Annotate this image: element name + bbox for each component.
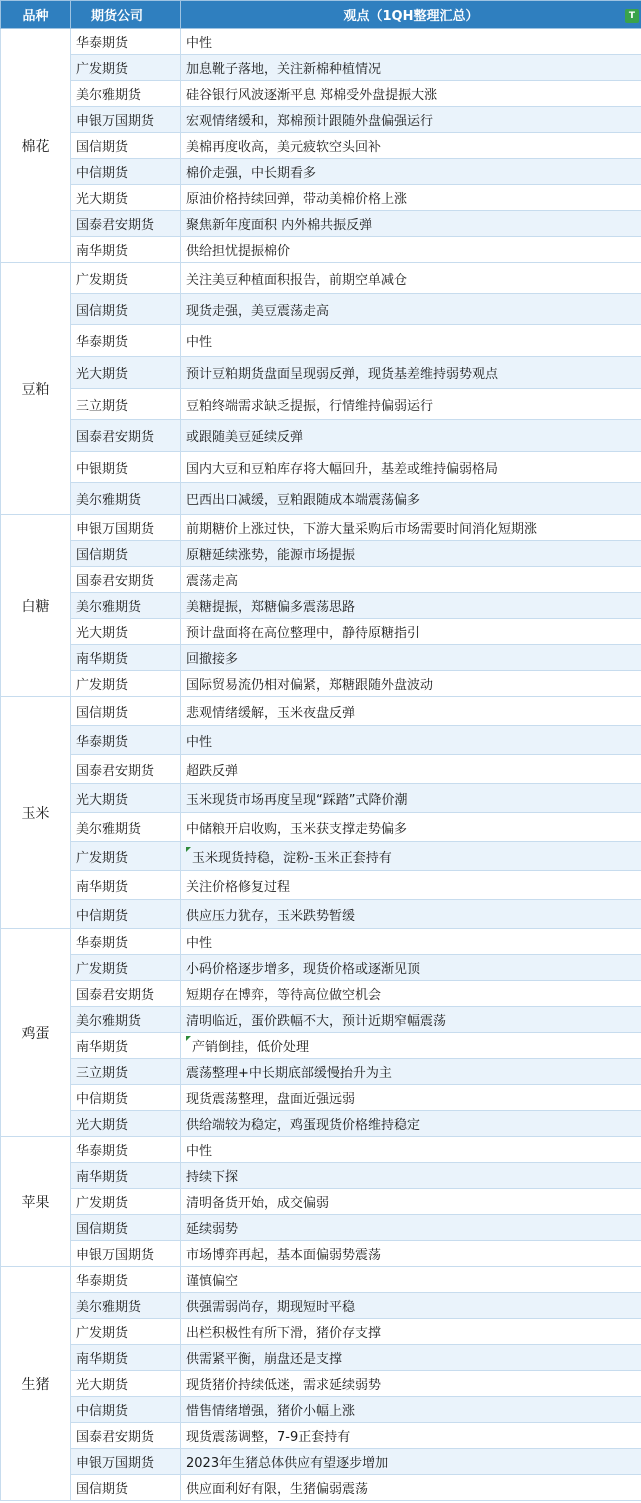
opinion-text: 原糖延续涨势，能源市场提振 (186, 548, 356, 563)
opinion-cell (181, 1397, 641, 1423)
table-row (1, 515, 641, 541)
opinion-text: 聚焦新年度面积 内外棉共振反弹 (186, 218, 373, 233)
opinion-cell (181, 1371, 641, 1397)
opinion-cell (181, 420, 641, 452)
table-row (1, 1085, 641, 1111)
company-cell: 国泰君安期货 (71, 981, 181, 1007)
variety-cell: 生猪 (1, 1267, 71, 1501)
table-row (1, 357, 641, 389)
opinion-cell (181, 294, 641, 325)
opinion-cell (181, 1059, 641, 1085)
opinion-text: 加息靴子落地，关注新棉种植情况 (186, 62, 382, 77)
filter-icon[interactable]: T (625, 9, 639, 23)
company-cell: 广发期货 (71, 1189, 181, 1215)
opinion-cell (181, 1189, 641, 1215)
company-cell: 申银万国期货 (71, 515, 181, 541)
company-cell: 光大期货 (71, 619, 181, 645)
table-row (1, 955, 641, 981)
company-cell: 美尔雅期货 (71, 1007, 181, 1033)
opinion-text: 豆粕终端需求缺乏提振，行情维持偏弱运行 (186, 398, 434, 414)
opinion-text: 原油价格持续回弹，带动美棉价格上涨 (186, 192, 408, 207)
table-row (1, 1007, 641, 1033)
comment-marker-icon (186, 847, 191, 852)
company-cell: 国泰君安期货 (71, 755, 181, 784)
company-cell: 中信期货 (71, 159, 181, 185)
table-row (1, 263, 641, 294)
company-cell: 光大期货 (71, 185, 181, 211)
opinion-text: 中性 (186, 1144, 213, 1159)
opinion-cell (181, 784, 641, 813)
company-cell: 美尔雅期货 (71, 593, 181, 619)
opinion-text: 震荡走高 (186, 574, 239, 589)
table-row (1, 389, 641, 420)
opinion-text: 巴西出口减缓，豆粕跟随成本端震荡偏多 (186, 493, 421, 508)
company-cell: 华泰期货 (71, 726, 181, 755)
opinion-text: 预计豆粕期货盘面呈现弱反弹，现货基差维持弱势观点 (186, 367, 499, 382)
company-cell: 广发期货 (71, 263, 181, 294)
variety-cell: 白糖 (1, 515, 71, 697)
company-cell: 南华期货 (71, 237, 181, 263)
opinion-cell (181, 211, 641, 237)
opinion-text: 震荡整理+中长期底部缓慢抬升为主 (186, 1066, 392, 1081)
company-cell: 美尔雅期货 (71, 81, 181, 107)
opinion-text: 供应面利好有限，生猪偏弱震荡 (186, 1482, 369, 1497)
company-cell: 国信期货 (71, 294, 181, 325)
opinion-cell (181, 567, 641, 593)
opinion-cell (181, 107, 641, 133)
opinion-text: 国际贸易流仍相对偏紧，郑糖跟随外盘波动 (186, 678, 434, 693)
table-row (1, 237, 641, 263)
table-row (1, 1137, 641, 1163)
opinion-cell (181, 185, 641, 211)
opinion-cell (181, 929, 641, 955)
opinion-cell (181, 1475, 641, 1501)
table-row (1, 185, 641, 211)
opinion-text: 供给端较为稳定，鸡蛋现货价格维持稳定 (186, 1118, 421, 1133)
opinion-text: 中性 (186, 36, 213, 51)
company-cell: 广发期货 (71, 671, 181, 697)
variety-cell: 豆粕 (1, 263, 71, 515)
opinion-text: 小码价格逐步增多，现货价格或逐渐见顶 (186, 962, 421, 977)
company-cell: 国信期货 (71, 1475, 181, 1501)
table-row (1, 784, 641, 813)
company-cell: 国信期货 (71, 1215, 181, 1241)
company-cell: 美尔雅期货 (71, 813, 181, 842)
table-row (1, 1059, 641, 1085)
opinion-text: 前期糖价上涨过快，下游大量采购后市场需要时间消化短期涨 (186, 522, 538, 537)
opinion-text: 供需紧平衡，崩盘还是支撑 (186, 1352, 343, 1367)
opinion-text: 回撤接多 (186, 652, 239, 667)
opinion-cell (181, 541, 641, 567)
company-cell: 光大期货 (71, 1111, 181, 1137)
company-cell: 申银万国期货 (71, 1241, 181, 1267)
opinion-text: 延续弱势 (186, 1222, 239, 1237)
opinion-cell (181, 389, 641, 420)
company-cell: 美尔雅期货 (71, 483, 181, 515)
header-opinion (181, 1, 641, 29)
opinion-text: 悲观情绪缓解，玉米夜盘反弹 (186, 705, 356, 721)
table-row (1, 452, 641, 483)
opinion-cell (181, 619, 641, 645)
opinion-text: 棉价走强，中长期看多 (186, 166, 317, 181)
table-row (1, 29, 641, 55)
company-cell: 南华期货 (71, 871, 181, 900)
table-row (1, 1293, 641, 1319)
variety-cell: 棉花 (1, 29, 71, 263)
table-row (1, 619, 641, 645)
opinion-cell (181, 1423, 641, 1449)
opinion-cell (181, 726, 641, 755)
opinion-text: 国内大豆和豆粕库存将大幅回升，基差或维持偏弱格局 (186, 461, 499, 477)
opinion-cell (181, 900, 641, 929)
opinion-cell (181, 325, 641, 357)
opinion-text: 现货走强，美豆震荡走高 (186, 303, 330, 319)
opinion-cell (181, 1163, 641, 1189)
table-row (1, 567, 641, 593)
table-row (1, 1371, 641, 1397)
opinion-text: 中性 (186, 734, 213, 750)
company-cell: 光大期货 (71, 357, 181, 389)
table-row (1, 755, 641, 784)
table-row (1, 1423, 641, 1449)
opinion-text: 供给担忧提振棉价 (186, 244, 291, 259)
opinion-text: 供强需弱尚存，期现短时平稳 (186, 1300, 356, 1315)
table-row (1, 294, 641, 325)
opinion-text: 中性 (186, 936, 213, 951)
table-row (1, 900, 641, 929)
table-row (1, 1397, 641, 1423)
table-row (1, 81, 641, 107)
comment-marker-icon (186, 1036, 191, 1041)
opinion-cell (181, 1007, 641, 1033)
opinion-text: 出栏积极性有所下滑，猪价存支撑 (186, 1326, 382, 1341)
opinion-text: 中储粮开启收购，玉米获支撑走势偏多 (186, 821, 408, 837)
opinion-text: 2023年生猪总体供应有望逐步增加 (186, 1456, 389, 1471)
opinion-text: 关注美豆种植面积报告，前期空单减仓 (186, 272, 408, 288)
header-variety: 品种 (1, 1, 71, 29)
opinion-cell (181, 645, 641, 671)
opinion-text: 美棉再度收高，美元疲软空头回补 (186, 140, 382, 155)
company-cell: 国信期货 (71, 541, 181, 567)
variety-cell: 苹果 (1, 1137, 71, 1267)
table-row (1, 1449, 641, 1475)
opinion-cell (181, 842, 641, 871)
company-cell: 南华期货 (71, 1163, 181, 1189)
table-row (1, 726, 641, 755)
table-row (1, 813, 641, 842)
company-cell: 南华期货 (71, 645, 181, 671)
opinion-text: 现货震荡调整，7-9正套持有 (186, 1430, 351, 1445)
table-body (1, 29, 641, 1501)
opinion-cell (181, 1449, 641, 1475)
header-company: 期货公司 (71, 1, 181, 29)
table-row (1, 929, 641, 955)
company-cell: 国泰君安期货 (71, 1423, 181, 1449)
company-cell: 美尔雅期货 (71, 1293, 181, 1319)
table-row (1, 133, 641, 159)
opinion-cell (181, 593, 641, 619)
variety-cell: 鸡蛋 (1, 929, 71, 1137)
table-row (1, 1319, 641, 1345)
opinion-cell (181, 1319, 641, 1345)
company-cell: 三立期货 (71, 389, 181, 420)
opinion-cell (181, 237, 641, 263)
opinion-text: 或跟随美豆延续反弹 (186, 430, 304, 445)
company-cell: 三立期货 (71, 1059, 181, 1085)
company-cell: 申银万国期货 (71, 107, 181, 133)
company-cell: 国泰君安期货 (71, 567, 181, 593)
opinion-text: 中性 (186, 335, 213, 350)
table-row (1, 1033, 641, 1059)
table-row (1, 1345, 641, 1371)
company-cell: 南华期货 (71, 1033, 181, 1059)
opinion-text: 清明备货开始，成交偏弱 (186, 1196, 330, 1211)
opinion-cell (181, 697, 641, 726)
table-row (1, 483, 641, 515)
table-row (1, 1267, 641, 1293)
table-row (1, 593, 641, 619)
opinion-text: 产销倒挂，低价处理 (192, 1040, 310, 1055)
opinion-cell (181, 955, 641, 981)
company-cell: 广发期货 (71, 1319, 181, 1345)
table-row (1, 107, 641, 133)
company-cell: 广发期货 (71, 955, 181, 981)
opinion-text: 超跌反弹 (186, 763, 239, 779)
table-row (1, 671, 641, 697)
opinion-cell (181, 1137, 641, 1163)
table-row (1, 981, 641, 1007)
opinion-cell (181, 1215, 641, 1241)
table-row (1, 842, 641, 871)
company-cell: 国信期货 (71, 133, 181, 159)
table-row (1, 645, 641, 671)
opinion-cell (181, 1111, 641, 1137)
company-cell: 光大期货 (71, 1371, 181, 1397)
table-row (1, 541, 641, 567)
opinion-text: 玉米现货持稳，淀粉-玉米正套持有 (192, 850, 392, 866)
opinion-text: 市场博弈再起，基本面偏弱势震荡 (186, 1248, 382, 1263)
opinion-text: 玉米现货市场再度呈现“踩踏”式降价潮 (186, 792, 408, 808)
company-cell: 华泰期货 (71, 1267, 181, 1293)
opinion-text: 关注价格修复过程 (186, 879, 291, 895)
opinion-cell (181, 81, 641, 107)
table-row (1, 1475, 641, 1501)
table-row (1, 420, 641, 452)
opinion-cell (181, 357, 641, 389)
opinion-cell (181, 1033, 641, 1059)
opinion-text: 现货猪价持续低迷，需求延续弱势 (186, 1378, 382, 1393)
opinion-cell (181, 813, 641, 842)
opinion-cell (181, 1293, 641, 1319)
company-cell: 南华期货 (71, 1345, 181, 1371)
table-row (1, 871, 641, 900)
table-header-row (1, 1, 641, 29)
opinion-text: 清明临近，蛋价跌幅不大，预计近期窄幅震荡 (186, 1014, 447, 1029)
company-cell: 广发期货 (71, 55, 181, 81)
company-cell: 光大期货 (71, 784, 181, 813)
opinion-cell (181, 1267, 641, 1293)
company-cell: 华泰期货 (71, 29, 181, 55)
opinion-text: 硅谷银行风波逐渐平息 郑棉受外盘提振大涨 (186, 88, 438, 103)
table-row (1, 55, 641, 81)
opinion-cell (181, 515, 641, 541)
company-cell: 中银期货 (71, 452, 181, 483)
opinion-cell (181, 755, 641, 784)
table-row (1, 1111, 641, 1137)
company-cell: 中信期货 (71, 1397, 181, 1423)
company-cell: 广发期货 (71, 842, 181, 871)
opinion-cell (181, 452, 641, 483)
opinion-cell (181, 1085, 641, 1111)
company-cell: 申银万国期货 (71, 1449, 181, 1475)
opinion-cell (181, 263, 641, 294)
opinion-text: 供应压力犹存，玉米跌势暂缓 (186, 908, 356, 924)
opinion-cell (181, 871, 641, 900)
company-cell: 华泰期货 (71, 1137, 181, 1163)
company-cell: 国泰君安期货 (71, 420, 181, 452)
opinion-text: 宏观情绪缓和，郑棉预计跟随外盘偏强运行 (186, 114, 434, 129)
table-row (1, 159, 641, 185)
opinion-text: 美糖提振，郑糖偏多震荡思路 (186, 600, 356, 615)
opinion-cell (181, 981, 641, 1007)
opinion-text: 现货震荡整理，盘面近强远弱 (186, 1092, 356, 1107)
company-cell: 国泰君安期货 (71, 211, 181, 237)
company-cell: 华泰期货 (71, 325, 181, 357)
company-cell: 国信期货 (71, 697, 181, 726)
opinion-text: 持续下探 (186, 1170, 239, 1185)
company-cell: 华泰期货 (71, 929, 181, 955)
table-row (1, 1241, 641, 1267)
table-row (1, 697, 641, 726)
table-row (1, 1215, 641, 1241)
table-row (1, 1189, 641, 1215)
opinion-text: 惜售情绪增强，猪价小幅上涨 (186, 1404, 356, 1419)
opinion-cell (181, 671, 641, 697)
company-cell: 中信期货 (71, 1085, 181, 1111)
company-cell: 中信期货 (71, 900, 181, 929)
opinion-cell (181, 133, 641, 159)
opinion-text: 预计盘面将在高位整理中，静待原糖指引 (186, 626, 421, 641)
table-row (1, 1163, 641, 1189)
opinion-cell (181, 55, 641, 81)
opinion-cell (181, 1345, 641, 1371)
header-opinion-label: 观点（1QH整理汇总） (343, 9, 479, 24)
opinion-cell (181, 159, 641, 185)
opinion-text: 短期存在博弈，等待高位做空机会 (186, 988, 382, 1003)
opinion-text: 谨慎偏空 (186, 1274, 239, 1289)
table-row (1, 325, 641, 357)
opinion-cell (181, 1241, 641, 1267)
table-row (1, 211, 641, 237)
opinion-cell (181, 29, 641, 55)
variety-cell: 玉米 (1, 697, 71, 929)
opinion-cell (181, 483, 641, 515)
